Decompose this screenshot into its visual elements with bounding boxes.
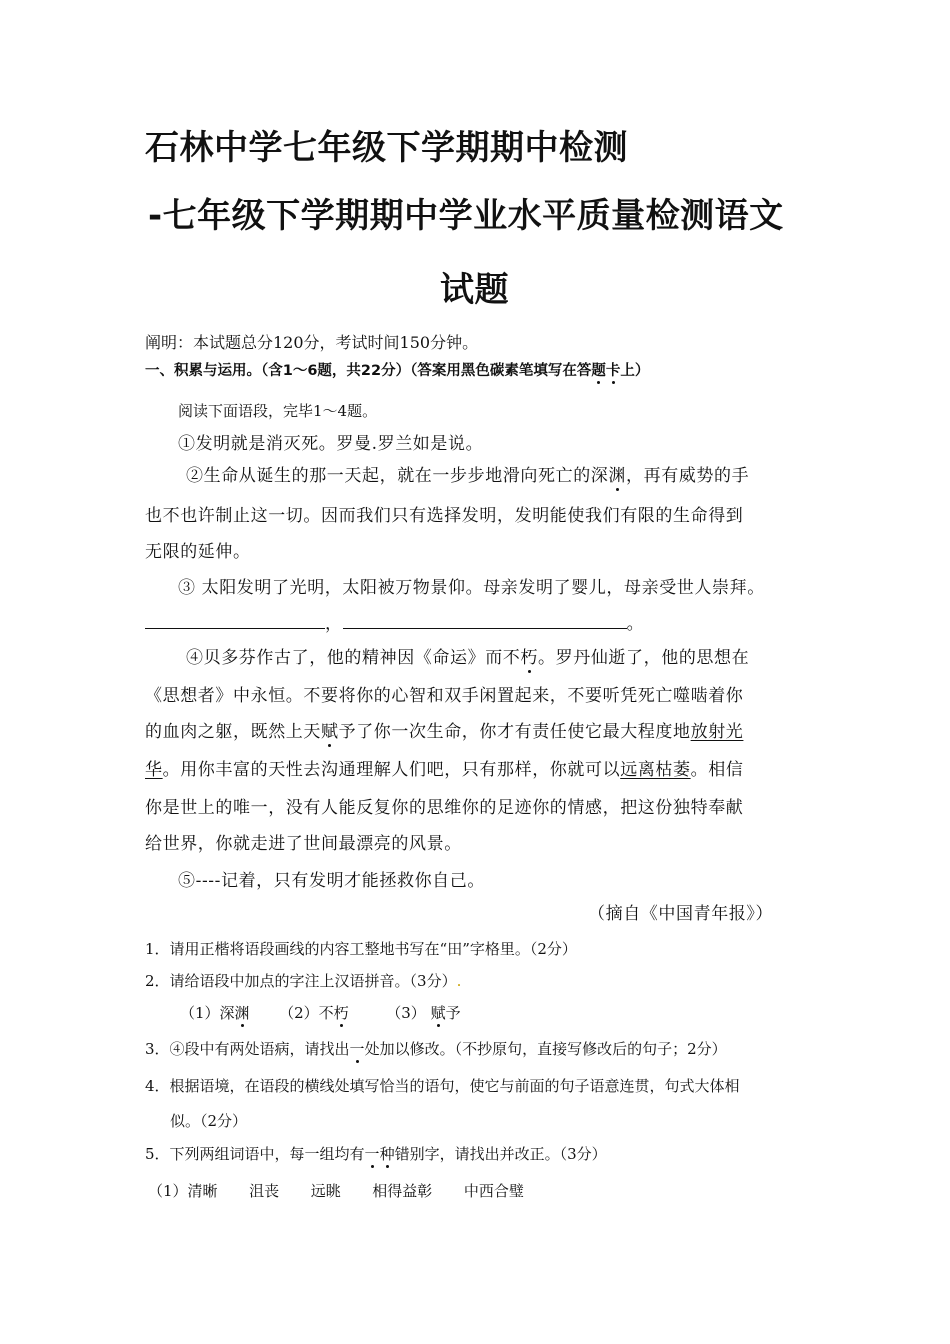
emphasis-char: 赋	[430, 1004, 446, 1022]
emphasis-char: 赋	[321, 722, 339, 742]
title-line-1: 石林中学七年级下学期期中检测	[145, 128, 628, 168]
period: 。	[626, 614, 645, 634]
section-heading-text: 一、积累与运用。（含1～6题，共22分）（答案用黑色碳素笔填写在答	[145, 363, 592, 379]
emphasis-char: 朽	[520, 648, 539, 668]
answer-blank-2[interactable]	[343, 614, 627, 629]
question-4-line-1: 4．根据语境，在语段的横线处填写恰当的语句，使它与前面的句子语意连贯，句式大体相	[145, 1077, 740, 1095]
pinyin-item-2	[279, 1004, 349, 1022]
paragraph-3: ③ 太阳发明了光明，太阳被万物景仰。母亲发明了婴儿，母亲受世人崇拜。	[178, 578, 765, 598]
text-segment: ②生命从诞生的那一天起，就在一步步地滑向死亡的深	[186, 466, 609, 486]
text-segment: 。用你丰富的天性去沟通理解人们吧，只有那样，你就可以	[162, 760, 621, 780]
question-2-items	[180, 1004, 461, 1022]
answer-blank-1[interactable]	[145, 614, 325, 629]
text-segment: 予了你一次生命，你才有责任使它最大程度地	[338, 722, 691, 742]
text-segment: 。相信	[690, 760, 744, 780]
text-segment: （3）	[386, 1004, 431, 1022]
text-segment: 错别字，请找出并改正。（3分）	[394, 1145, 607, 1163]
paragraph-4-line-5: 你是世上的唯一，没有人能反复你的思维你的足迹你的情感，把这份独特奉献	[145, 798, 744, 818]
title-line-3: 试题	[440, 270, 509, 310]
emphasis-char: 题	[591, 363, 606, 379]
text-segment: 的血肉之躯，既然上天	[145, 722, 321, 742]
word-item: 远眺	[310, 1182, 341, 1200]
exam-note: 阐明：本试题总分120分，考试时间150分钟。	[145, 333, 479, 352]
pinyin-item-3	[386, 1004, 460, 1022]
text-segment: 。罗丹仙逝了，他的思想在	[538, 648, 750, 668]
word-item: 中西合璧	[463, 1182, 524, 1200]
question-4-line-2: 似。（2分）	[170, 1112, 248, 1130]
text-segment: （1）深	[180, 1004, 235, 1022]
emphasis-char: 种	[379, 1145, 395, 1163]
paragraph-1: ①发明就是消灭死。罗曼.罗兰如是说。	[178, 434, 484, 454]
pinyin-item-1	[180, 1004, 250, 1022]
paragraph-5: ⑤----记着，只有发明才能拯救你自己。	[178, 871, 485, 891]
underlined-phrase: 华	[145, 760, 163, 780]
question-3	[145, 1040, 727, 1058]
text-segment: ，再有威势的手	[626, 466, 750, 486]
text-segment: （2）不	[279, 1004, 334, 1022]
section-heading-tail: 上）	[620, 363, 650, 379]
passage-intro: 阅读下面语段，完毕1～4题。	[178, 402, 378, 420]
paragraph-2-line-3: 无限的延伸。	[145, 542, 251, 562]
emphasis-char: 一	[349, 1040, 365, 1058]
comma: ，	[325, 614, 343, 634]
paragraph-4-line-6: 给世界，你就走进了世间最漂亮的风景。	[145, 834, 462, 854]
paragraph-4-line-4	[145, 760, 743, 780]
mark: .	[456, 972, 462, 990]
section-heading	[145, 363, 649, 380]
text-segment: 3．④段中有两处语病，请找出	[145, 1040, 350, 1058]
paragraph-4-line-1	[186, 648, 749, 668]
word-item: （1）清晰	[148, 1182, 218, 1200]
text-segment: 予	[445, 1004, 461, 1022]
text-segment: 处加以修改。（不抄原句，直接写修改后的句子；2分）	[364, 1040, 727, 1058]
paragraph-4-line-2: 《思想者》中永恒。不要将你的心智和双手闲置起来，不要听凭死亡噬啮着你	[145, 686, 744, 706]
question-1: 1．请用正楷将语段画线的内容工整地书写在“田”字格里。（2分）	[145, 940, 577, 958]
question-2	[145, 972, 461, 990]
emphasis-char: 卡	[605, 363, 621, 379]
emphasis-char: 渊	[234, 1004, 250, 1022]
passage-source: （摘自《中国青年报》）	[588, 904, 774, 924]
text-segment: 5．下列两组词语中，每一组均有	[145, 1145, 365, 1163]
text-segment: 2．请给语段中加点的字注上汉语拼音。（3分）	[145, 972, 457, 990]
paragraph-4-line-3	[145, 722, 743, 742]
text-segment: ④贝多芬作古了，他的精神因《命运》而不	[186, 648, 521, 668]
paragraph-2-line-2: 也不也许制止这一切。因而我们只有选择发明，发明能使我们有限的生命得到	[145, 506, 744, 526]
word-item: 相得益彰	[372, 1182, 433, 1200]
title-line-2: -七年级下学期期中学业水平质量检测语文	[148, 196, 784, 236]
underlined-phrase: 放射光	[690, 722, 744, 742]
underlined-phrase: 远离枯萎	[620, 760, 691, 780]
emphasis-char: 渊	[608, 466, 627, 486]
question-5-group-1	[148, 1182, 524, 1200]
emphasis-char: 一	[364, 1145, 380, 1163]
question-5	[145, 1145, 607, 1163]
word-item: 沮丧	[249, 1182, 280, 1200]
paragraph-2-line-1	[186, 466, 749, 486]
emphasis-char: 朽	[333, 1004, 349, 1022]
fill-in-blanks	[145, 614, 644, 634]
